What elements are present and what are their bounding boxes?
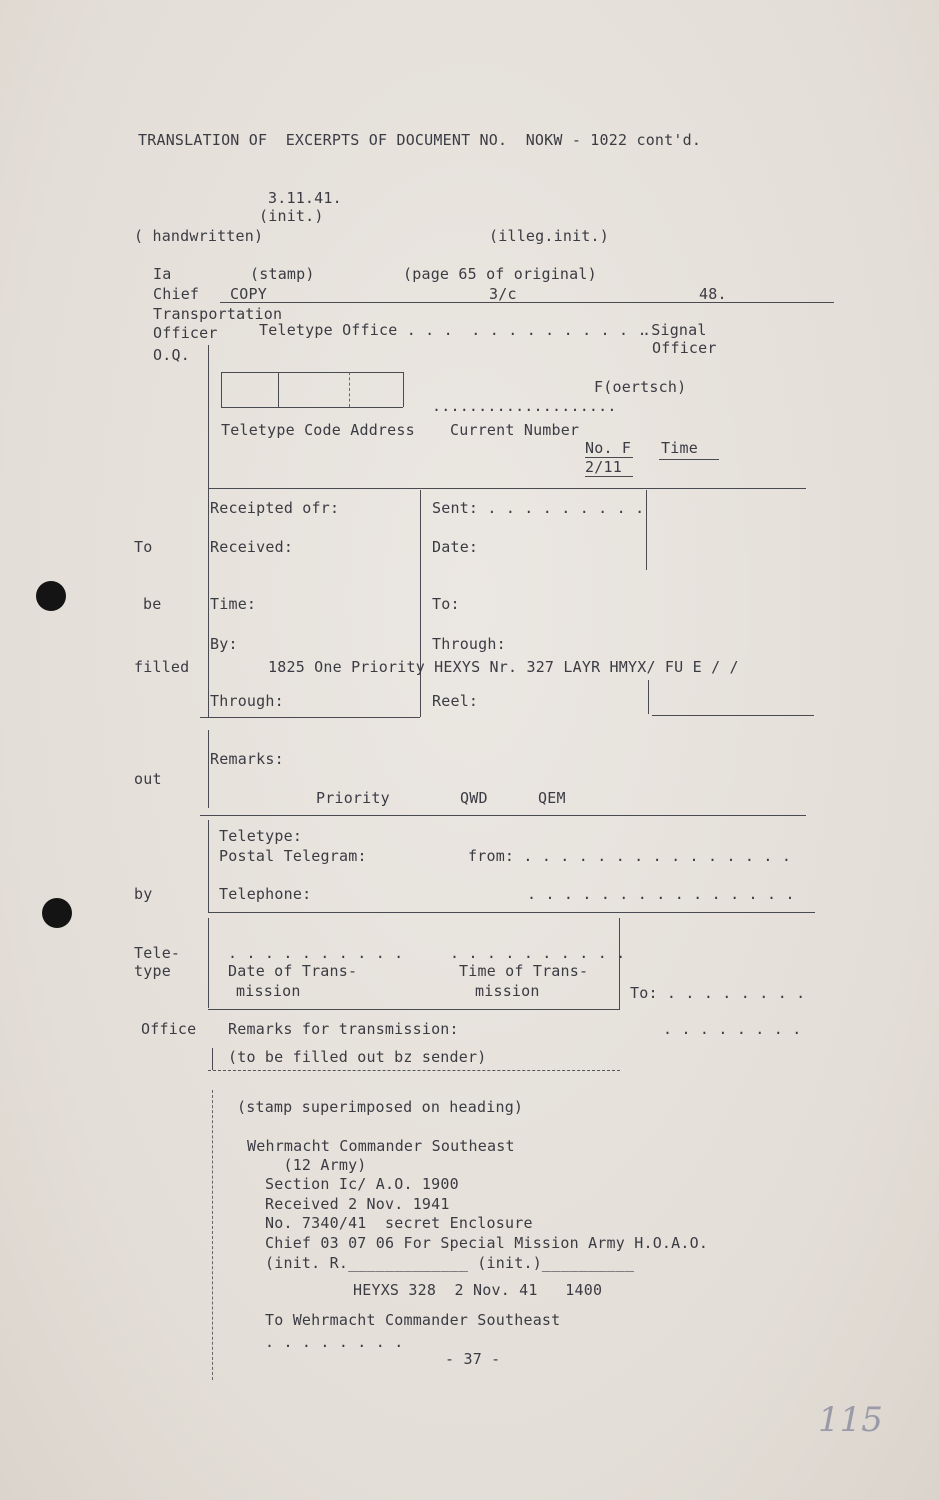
handwritten-note: ( handwritten) — [134, 227, 264, 245]
reference-3c: 3/c — [489, 285, 517, 303]
received-label: Received: — [210, 538, 294, 556]
date-2-11: 2/11 — [585, 458, 622, 476]
stamp-line: Chief 03 07 06 For Special Mission Army H.O.A.O. — [265, 1234, 709, 1252]
form-border — [212, 1048, 213, 1070]
foertsch-signature: F(oertsch) — [594, 378, 687, 396]
hexys-line: HEYXS 328 2 Nov. 41 1400 — [353, 1281, 603, 1299]
form-rule — [208, 1070, 620, 1071]
margin-line — [212, 1090, 213, 1380]
form-rule — [208, 717, 420, 718]
form-rule — [208, 912, 815, 913]
side-label-be: be — [143, 595, 162, 613]
form-rule — [200, 717, 210, 718]
through-label: Through: — [432, 635, 506, 653]
rule — [585, 476, 633, 477]
page-reference: (page 65 of original) — [403, 265, 597, 283]
telephone-label: Telephone: — [219, 885, 312, 903]
postal-telegram-label: Postal Telegram: — [219, 847, 367, 865]
form-rule — [208, 1009, 620, 1010]
form-divider — [648, 680, 649, 714]
from-label: from: . . . . . . . . . . . . . . . — [468, 847, 792, 865]
pencil-page-number: 115 — [818, 1400, 883, 1440]
code-box — [349, 372, 350, 407]
code-box — [221, 407, 403, 408]
form-divider — [619, 918, 620, 1010]
qwd-code: QWD — [460, 789, 488, 807]
sender-note: (to be filled out bz sender) — [228, 1048, 487, 1066]
sent-label: Sent: . . . . . . . . . — [432, 499, 645, 517]
role-officer: Officer — [153, 324, 218, 342]
telephone-dots: . . . . . . . . . . . . . . . — [527, 885, 795, 903]
receipted-label: Receipted ofr: — [210, 499, 340, 517]
dotted-line: .................... — [432, 397, 617, 415]
side-label-filled: filled — [134, 658, 190, 676]
rule — [220, 302, 834, 303]
illegible-initials: (illeg.init.) — [489, 227, 609, 245]
form-border — [208, 918, 209, 1008]
stamp-line: Wehrmacht Commander Southeast — [247, 1137, 515, 1155]
to-label: To: — [432, 595, 460, 613]
form-divider — [646, 490, 647, 570]
punch-hole — [36, 581, 66, 611]
role-ia: Ia — [153, 265, 172, 283]
time-field-label: Time: — [210, 595, 257, 613]
date-label: Date: — [432, 538, 479, 556]
role-oq: O.Q. — [153, 346, 190, 364]
role-transportation: Transportation — [153, 305, 283, 323]
number-48: 48. — [699, 285, 727, 303]
dotted-line: . . . . . . . . — [265, 1333, 404, 1351]
dots-date: . . . . . . . . . . — [228, 944, 404, 962]
current-number-label: Current Number — [450, 421, 580, 439]
through-label-2: Through: — [210, 692, 284, 710]
code-address-label: Teletype Code Address — [221, 421, 415, 439]
side-label-office: Office — [141, 1020, 197, 1038]
form-divider — [420, 490, 421, 717]
stamp-label: (stamp) — [250, 265, 315, 283]
role-chief: Chief — [153, 285, 200, 303]
stamp-line: No. 7340/41 secret Enclosure — [265, 1214, 533, 1232]
dots-remarks: . . . . . . . . — [663, 1020, 802, 1038]
stamp-line: (12 Army) — [265, 1156, 367, 1174]
document-header: TRANSLATION OF EXCERPTS OF DOCUMENT NO. NOKW - 1022 cont'd. — [138, 131, 702, 149]
qem-code: QEM — [538, 789, 566, 807]
side-label-by: by — [134, 885, 153, 903]
punch-hole — [42, 898, 72, 928]
handwritten-init: (init.) — [259, 207, 324, 225]
copy-label: COPY — [230, 285, 267, 303]
code-box — [221, 372, 403, 373]
dots-time: . . . . . . . . . . — [450, 944, 626, 962]
handwritten-date: 3.11.41. — [268, 189, 342, 207]
code-box — [278, 372, 279, 407]
remarks-transmission-label: Remarks for transmission: — [228, 1020, 459, 1038]
time-label: Time — [661, 439, 698, 457]
form-rule — [652, 715, 814, 716]
form-rule — [200, 815, 806, 816]
date-transmission-label-2: mission — [236, 982, 301, 1000]
teletype-office: Teletype Office . . . . . . . . . . . . . — [259, 321, 647, 339]
form-border — [208, 820, 209, 912]
side-label-tele: Tele- — [134, 944, 181, 962]
teletype-label: Teletype: — [219, 827, 303, 845]
form-left-border — [208, 345, 209, 490]
side-label-out: out — [134, 770, 162, 788]
to-transmission: To: . . . . . . . . — [630, 984, 806, 1002]
page-number: - 37 - — [445, 1350, 501, 1368]
signal-label: .Signal — [642, 321, 707, 339]
addressee-line: To Wehrmacht Commander Southeast — [265, 1311, 561, 1329]
code-box — [221, 372, 222, 407]
time-transmission-label: Time of Trans- — [459, 962, 589, 980]
reel-label: Reel: — [432, 692, 479, 710]
signal-officer: Officer — [652, 339, 717, 357]
stamp-note: (stamp superimposed on heading) — [237, 1098, 524, 1116]
priority-label: Priority — [316, 789, 390, 807]
stamp-line: (init. R._____________ (init.)__________ — [265, 1254, 635, 1272]
side-label-to: To — [134, 538, 153, 556]
form-rule — [208, 488, 806, 489]
no-f-label: No. F — [585, 439, 632, 457]
form-border — [208, 488, 209, 717]
time-transmission-label-2: mission — [475, 982, 540, 1000]
form-border — [208, 730, 209, 808]
stamp-line: Section Ic/ A.O. 1900 — [265, 1175, 459, 1193]
teletype-message: 1825 One Priority HEXYS Nr. 327 LAYR HMYX/ FU E / / — [268, 658, 739, 676]
date-transmission-label: Date of Trans- — [228, 962, 358, 980]
stamp-line: Received 2 Nov. 1941 — [265, 1195, 450, 1213]
rule — [659, 459, 719, 460]
remarks-label: Remarks: — [210, 750, 284, 768]
by-label: By: — [210, 635, 238, 653]
code-box — [403, 372, 404, 407]
side-label-type: type — [134, 962, 171, 980]
